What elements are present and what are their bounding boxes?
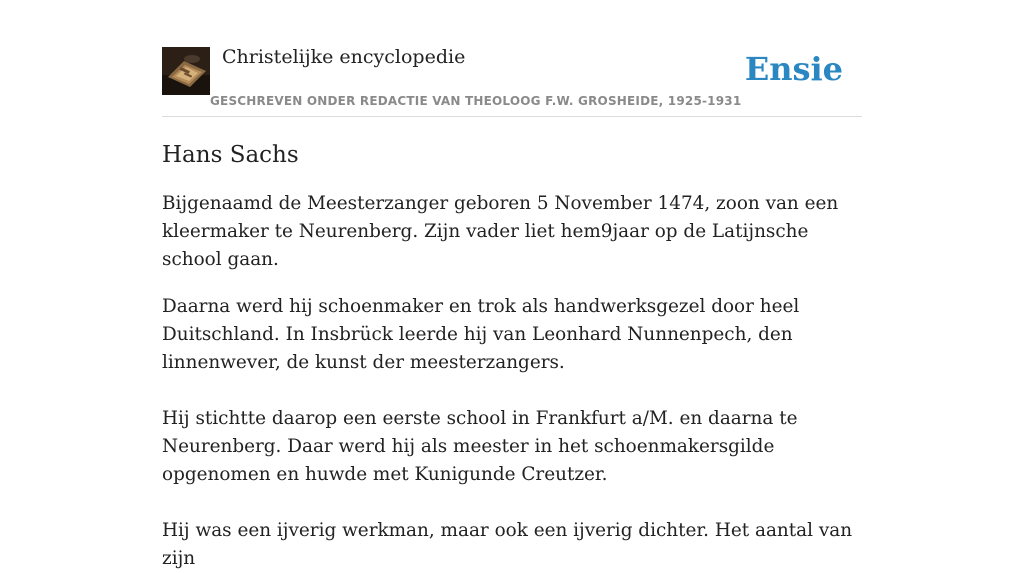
book-photo-icon[interactable]	[162, 47, 210, 95]
source-header	[162, 46, 862, 117]
article-paragraph: Daarna werd hij schoenmaker en trok als handwerksgezel door heel Duitschland. In Insbrück leerde hij van Leonhard Nunnenpech, den linnenwever, de kunst der meesterzangers.	[162, 296, 800, 373]
article-paragraph: Hij was een ijverig werkman, maar ook een ijverig dichter. Het aantal van zijn	[162, 520, 853, 569]
source-subtitle: GESCHREVEN ONDER REDACTIE VAN THEOLOOG F.W. GROSHEIDE, 1925-1931	[210, 94, 742, 108]
book-photo-graphic	[162, 47, 210, 95]
article	[162, 140, 862, 573]
article-paragraph: Hij stichtte daarop een eerste school in Frankfurt a/M. en daarna te Neurenberg. Daar werd hij als meester in het schoenmakersgilde opgenomen en huwde met Kunigunde Creutzer.	[162, 408, 798, 485]
article-paragraph: Bijgenaamd de Meesterzanger geboren 5 November 1474, zoon van een kleermaker te Neurenberg. Zijn vader liet hem9jaar op de Latijnsche school gaan.	[162, 193, 839, 270]
brand-logo-link[interactable]: Ensie	[744, 50, 843, 88]
source-title[interactable]: Christelijke encyclopedie	[222, 46, 466, 68]
article-title: Hans Sachs	[162, 142, 299, 168]
